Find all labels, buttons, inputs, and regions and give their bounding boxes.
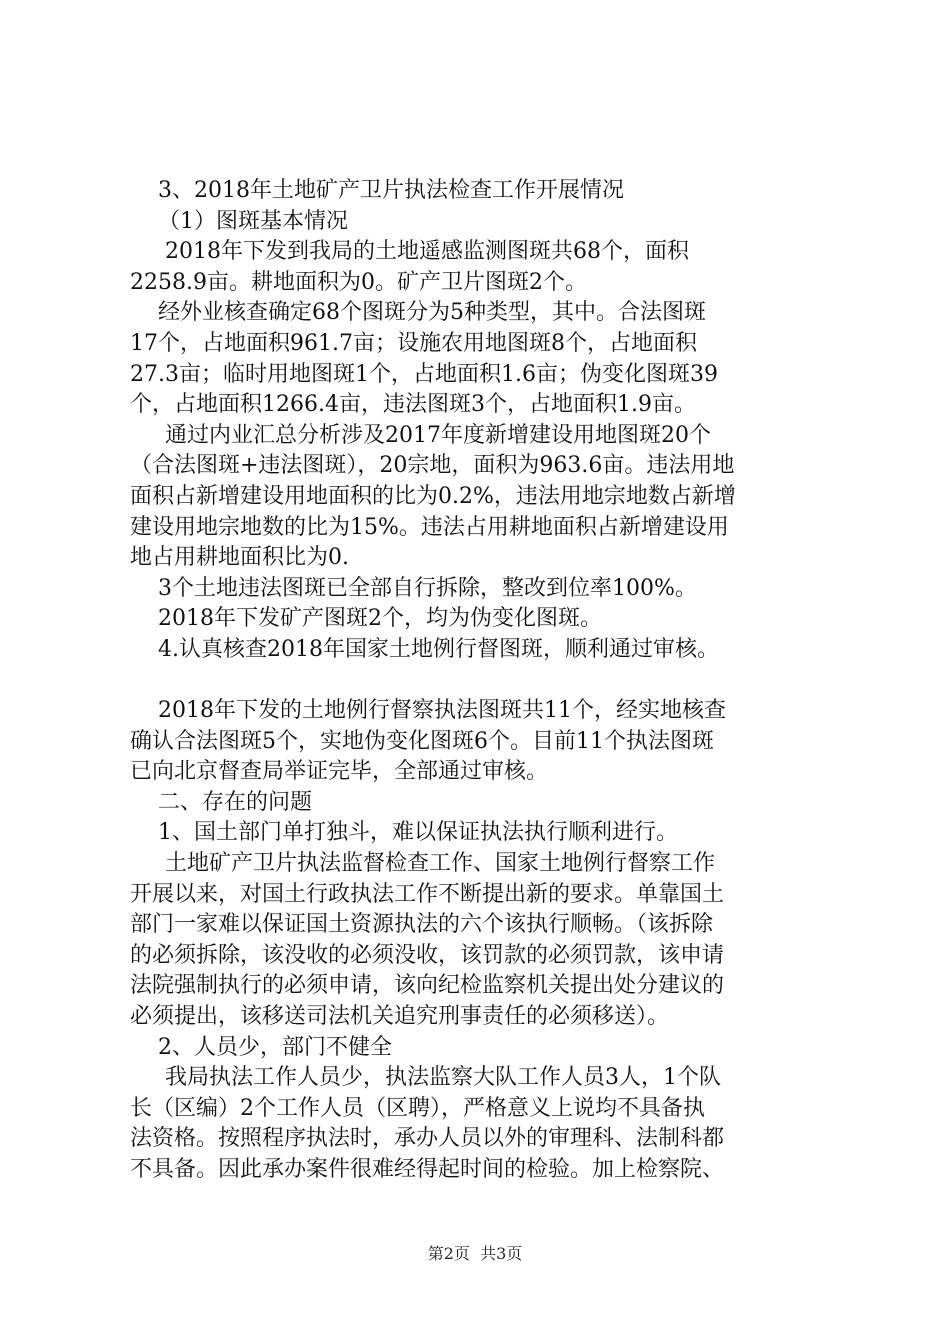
text-line: 已向北京督查局举证完毕，全部通过审核。 xyxy=(130,759,549,785)
text-line: 2、人员少，部门不健全 xyxy=(130,1034,392,1060)
text-line: 部门一家难以保证国土资源执法的六个该执行顺畅。（该拆除 xyxy=(130,912,714,938)
text-line: 17个，占地面积961.7亩；设施农用地图斑8个，占地面积 xyxy=(130,330,697,356)
text-line: 开展以来，对国土行政执法工作不断提出新的要求。单靠国土 xyxy=(130,881,725,907)
text-line: 1、国土部门单打独斗，难以保证执法执行顺利进行。 xyxy=(130,820,678,846)
text-line: 2018年下发矿产图斑2个，均为伪变化图斑。 xyxy=(130,606,602,632)
text-line: 3、2018年土地矿产卫片执法检查工作开展情况 xyxy=(130,178,624,203)
document-body xyxy=(130,176,832,1186)
page-footer: 第2页 共3页 xyxy=(427,1244,523,1263)
text-line: 的必须拆除，该没收的必须没收，该罚款的必须罚款，该申请 xyxy=(130,942,725,968)
text-line: 面积占新增建设用地面积的比为0.2%，违法用地宗地数占新增 xyxy=(130,483,736,509)
text-line: 经外业核查确定68个图斑分为5种类型，其中。合法图斑 xyxy=(130,300,706,326)
text-line: 27.3亩；临时用地图斑1个，占地面积1.6亩；伪变化图斑39 xyxy=(130,361,718,387)
text-line xyxy=(130,666,832,697)
text-line: 3个土地违法图斑已全部自行拆除，整改到位率100%。 xyxy=(130,575,697,601)
text-line: 长（区编）2个工作人员（区聘），严格意义上说均不具备执 xyxy=(130,1095,705,1121)
text-line: （1）图斑基本情况 xyxy=(130,208,348,234)
text-line: 建设用地宗地数的比为15%。违法占用耕地面积占新增建设用 xyxy=(130,514,729,540)
text-line: 2018年下发到我局的土地遥感监测图斑共68个，面积 xyxy=(130,239,689,265)
text-line: 个，占地面积1266.4亩，违法图斑3个，占地面积1.9亩。 xyxy=(130,392,696,418)
text-line: 通过内业汇总分析涉及2017年度新增建设用地图斑20个 xyxy=(130,422,711,448)
text-line: 土地矿产卫片执法监督检查工作、国家土地例行督察工作 xyxy=(130,851,715,877)
text-line: 地占用耕地面积比为0. xyxy=(130,545,349,571)
text-line: 不具备。因此承办案件很难经得起时间的检验。加上检察院、 xyxy=(130,1157,725,1182)
text-line: 法资格。按照程序执法时，承办人员以外的审理科、法制科都 xyxy=(130,1126,725,1152)
text-line: 2018年下发的土地例行督察执法图斑共11个，经实地核查 xyxy=(130,698,726,724)
text-line: 法院强制执行的必须申请，该向纪检监察机关提出处分建议的 xyxy=(130,973,725,999)
text-line: 我局执法工作人员少，执法监察大队工作人员3人，1个队 xyxy=(130,1065,721,1091)
text-line: 4.认真核查2018年国家土地例行督图斑，顺利通过审核。 xyxy=(130,636,719,662)
text-line: 2258.9亩。耕地面积为0。矿产卫片图斑2个。 xyxy=(130,269,587,295)
text-line: 二、存在的问题 xyxy=(130,789,312,815)
text-line: 必须提出，该移送司法机关追究刑事责任的必须移送）。 xyxy=(130,1004,670,1030)
text-line: （合法图斑+违法图斑），20宗地，面积为963.6亩。违法用地 xyxy=(130,453,735,479)
text-line: 确认合法图斑5个，实地伪变化图斑6个。目前11个执法图斑 xyxy=(130,728,714,754)
